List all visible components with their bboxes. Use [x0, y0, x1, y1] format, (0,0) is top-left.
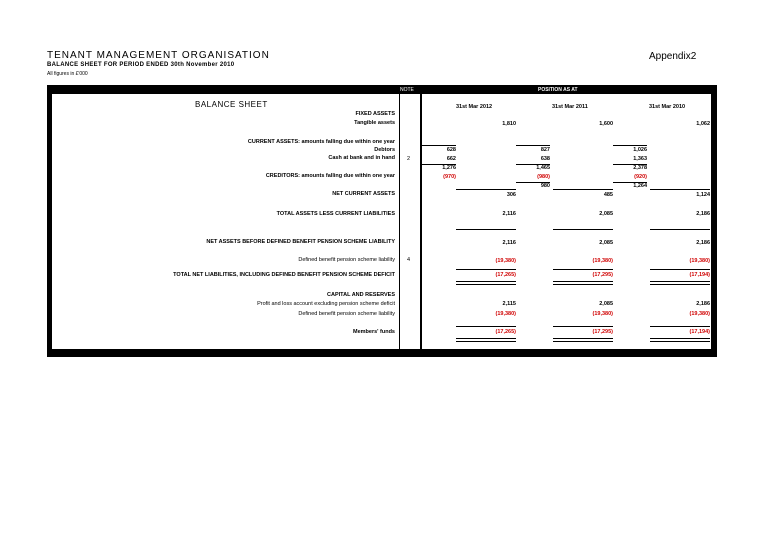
total-net-2010: (17,194)	[689, 272, 710, 278]
pension2-2011: (19,380)	[592, 311, 613, 317]
pl-2011: 2,085	[599, 301, 613, 307]
tangible-2012: 1,810	[502, 121, 516, 127]
total-net-liabilities-label: TOTAL NET LIABILITIES, INCLUDING DEFINED BENEFIT PENSION SCHEME DEFICIT	[173, 272, 395, 278]
year-header-2011: 31st Mar 2011	[552, 104, 588, 110]
rule	[613, 182, 647, 183]
pension2-2010: (19,380)	[689, 311, 710, 317]
total-assets-2011: 2,085	[599, 211, 613, 217]
note-ref-pension: 4	[407, 257, 411, 263]
current-assets-total-2012: 1,276	[442, 165, 456, 171]
current-assets-total-2011: 1,465	[536, 165, 550, 171]
double-rule	[650, 281, 710, 285]
org-title: TENANT MANAGEMENT ORGANISATION	[47, 50, 270, 61]
rule	[456, 189, 516, 190]
rule	[613, 145, 647, 146]
total-assets-2010: 2,186	[696, 211, 710, 217]
creditors-2011: (980)	[537, 174, 550, 180]
rule	[456, 269, 516, 270]
pension-2010: (19,380)	[689, 258, 710, 264]
pension-liability-label: Defined benefit pension scheme liability	[298, 257, 395, 263]
rule	[456, 326, 516, 327]
rule	[650, 269, 710, 270]
double-rule	[553, 338, 613, 342]
rule	[650, 326, 710, 327]
debtors-label: Debtors	[374, 147, 395, 153]
figures-note: All figures in £'000	[47, 71, 88, 77]
pension2-2012: (19,380)	[495, 311, 516, 317]
creditors-label: CREDITORS: amounts falling due within one year	[265, 173, 395, 179]
note-column	[400, 94, 420, 349]
pl-account-label: Profit and loss account excluding pension scheme deficit	[257, 301, 395, 307]
net-before-2010: 2,186	[696, 240, 710, 246]
balance-sheet-title: BALANCE SHEET	[195, 100, 268, 109]
total-net-2012: (17,265)	[495, 272, 516, 278]
total-assets-2012: 2,116	[502, 211, 516, 217]
net-current-assets-label: NET CURRENT ASSETS	[332, 191, 395, 197]
tangible-2011: 1,600	[599, 121, 613, 127]
rule	[650, 189, 710, 190]
members-2012: (17,265)	[495, 329, 516, 335]
double-rule	[553, 281, 613, 285]
rule	[516, 182, 550, 183]
creditors-2012: (970)	[443, 174, 456, 180]
rule	[456, 229, 516, 230]
rule	[553, 189, 613, 190]
rule	[422, 145, 456, 146]
pension-2012: (19,380)	[495, 258, 516, 264]
cash-2011: 638	[540, 156, 550, 162]
net-assets-before-label: NET ASSETS BEFORE DEFINED BENEFIT PENSION SCHEME LIABILITY	[206, 239, 395, 245]
net-subtotal-2010: 1,264	[633, 183, 647, 189]
values-panel	[422, 94, 711, 349]
rule	[650, 229, 710, 230]
rule	[516, 164, 550, 165]
total-assets-label: TOTAL ASSETS LESS CURRENT LIABILITIES	[276, 211, 395, 217]
capital-reserves-heading: CAPITAL AND RESERVES	[327, 292, 395, 298]
tangible-assets-label: Tangible assets	[354, 120, 395, 126]
cash-2010: 1,363	[633, 156, 647, 162]
rule	[553, 229, 613, 230]
tangible-2010: 1,062	[696, 121, 710, 127]
total-net-2011: (17,295)	[592, 272, 613, 278]
net-current-2010: 1,124	[696, 192, 710, 198]
cash-2012: 662	[446, 156, 456, 162]
cash-label: Cash at bank and in hand	[328, 155, 395, 161]
double-rule	[456, 281, 516, 285]
appendix-label: Appendix2	[649, 51, 697, 62]
members-2011: (17,295)	[592, 329, 613, 335]
fixed-assets-heading: FIXED ASSETS	[355, 111, 395, 117]
current-assets-heading: CURRENT ASSETS: amounts falling due within one year	[247, 139, 395, 145]
net-before-2012: 2,116	[502, 240, 516, 246]
net-current-2012: 306	[506, 192, 516, 198]
year-header-2012: 31st Mar 2012	[456, 104, 493, 110]
year-header-2010: 31st Mar 2010	[649, 104, 686, 110]
members-funds-label: Members' funds	[353, 329, 395, 335]
members-2010: (17,194)	[689, 329, 710, 335]
net-current-2011: 485	[603, 192, 613, 198]
double-rule	[456, 338, 516, 342]
rule	[613, 164, 647, 165]
pl-2012: 2,115	[502, 301, 516, 307]
report-subtitle: BALANCE SHEET FOR PERIOD ENDED 30th November 2010	[47, 62, 235, 68]
creditors-2010: (920)	[634, 174, 647, 180]
net-subtotal-2011: 980	[540, 183, 550, 189]
double-rule	[650, 338, 710, 342]
pension-liability-label-2: Defined benefit pension scheme liability	[298, 311, 395, 317]
debtors-2012: 628	[446, 147, 456, 153]
note-ref-cash: 2	[407, 156, 411, 162]
note-header: NOTE	[400, 87, 414, 93]
net-before-2011: 2,085	[599, 240, 613, 246]
rule	[553, 326, 613, 327]
rule	[516, 145, 550, 146]
debtors-2011: 827	[540, 147, 550, 153]
debtors-2010: 1,026	[633, 147, 647, 153]
rule	[553, 269, 613, 270]
pl-2010: 2,186	[696, 301, 710, 307]
current-assets-total-2010: 2,378	[633, 165, 647, 171]
pension-2011: (19,380)	[592, 258, 613, 264]
rule	[422, 164, 456, 165]
position-header: POSITION AS AT	[538, 87, 578, 93]
